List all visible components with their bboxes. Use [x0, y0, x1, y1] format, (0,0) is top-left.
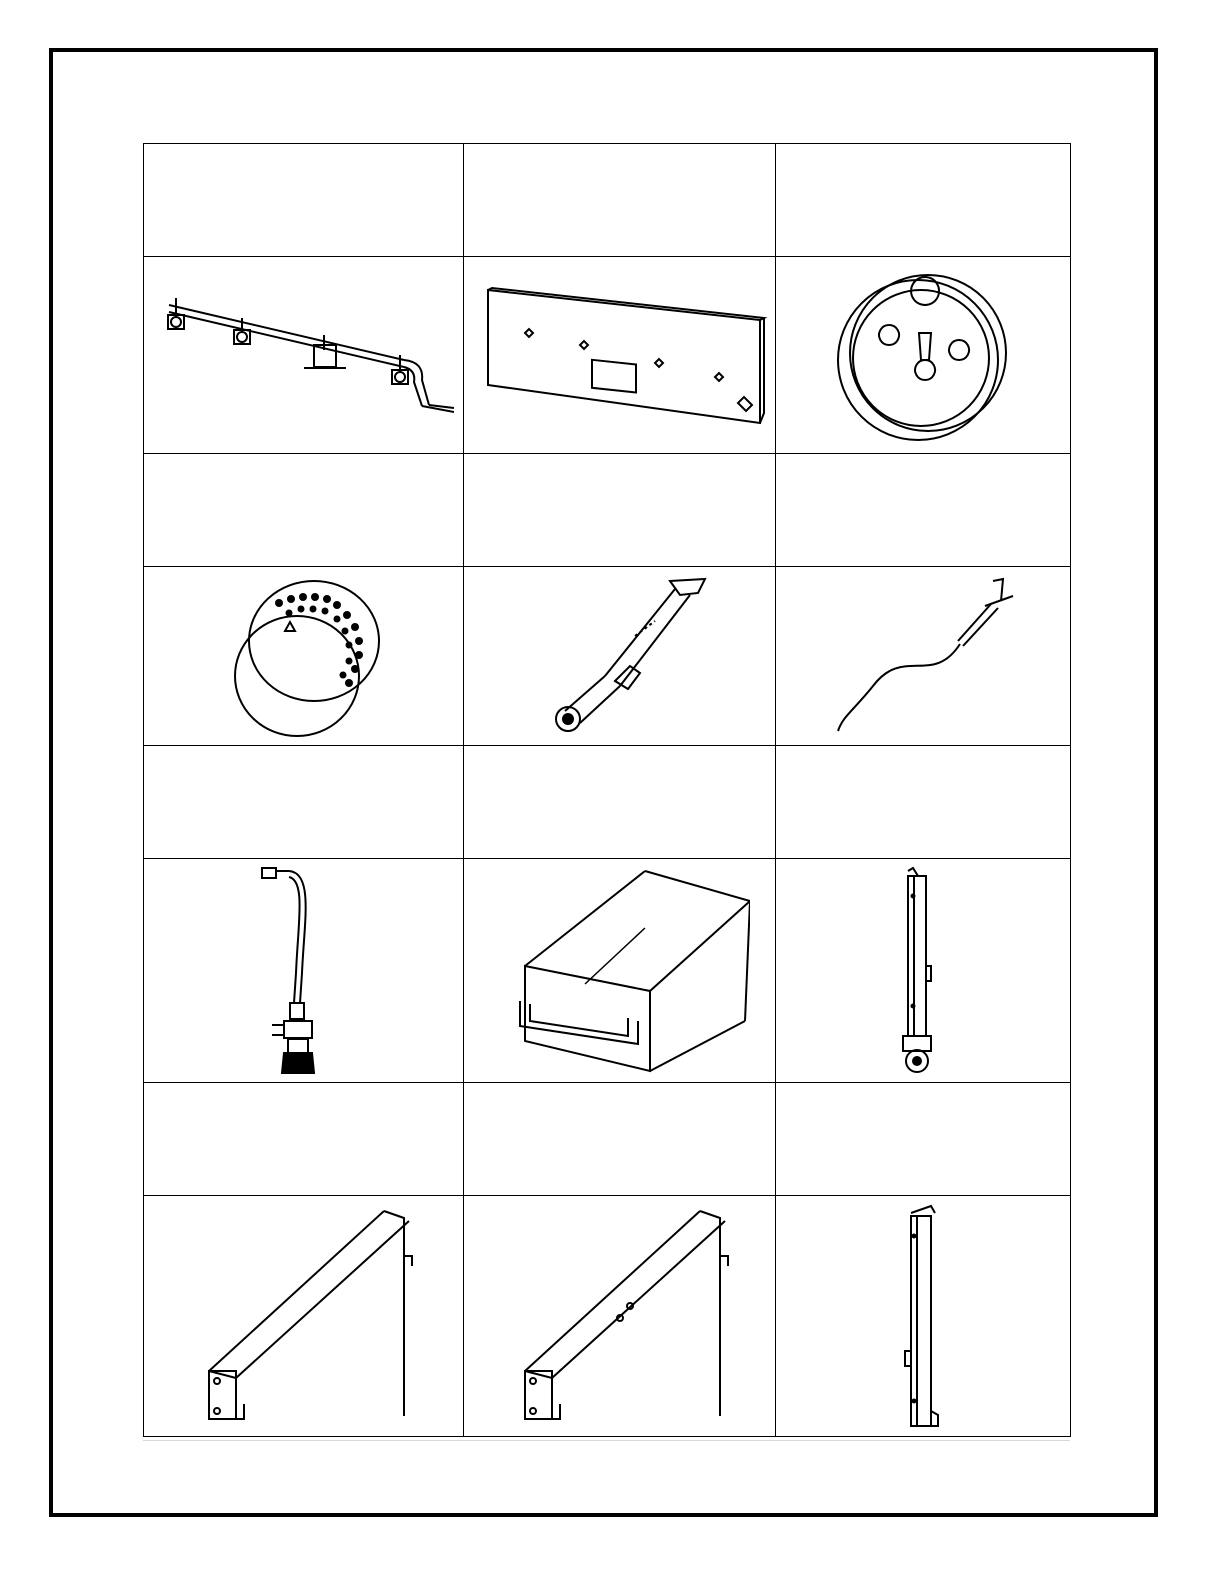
part-cell: [144, 859, 464, 1083]
part-label-cell: [144, 454, 464, 567]
label-row-2: [144, 454, 1071, 567]
gas-manifold-icon: [154, 290, 454, 420]
label-row-3: [144, 746, 1071, 859]
part-cell: [776, 859, 1071, 1083]
front-crossbar-icon: [194, 1206, 414, 1426]
part-label-cell: [776, 1083, 1071, 1196]
parts-list-table: [143, 143, 1071, 1437]
part-label-cell: [464, 1083, 776, 1196]
part-cell: [144, 257, 464, 454]
grease-drawer-icon: [490, 866, 750, 1076]
part-label-cell: [776, 454, 1071, 567]
part-label-cell: [776, 746, 1071, 859]
igniter-electrode-icon: [813, 576, 1033, 736]
part-cell: [776, 1196, 1071, 1437]
image-row-4: [144, 1196, 1071, 1437]
part-label-cell: [464, 144, 776, 257]
image-row-1: [144, 257, 1071, 454]
knob-bezel-icon: [833, 265, 1013, 445]
part-label-cell: [144, 746, 464, 859]
label-row-1: [144, 144, 1071, 257]
part-cell: [464, 859, 776, 1083]
caster-leg-icon: [883, 866, 963, 1076]
part-cell: [776, 567, 1071, 746]
control-knob-icon: [219, 571, 389, 741]
rear-crossbar-icon: [510, 1206, 730, 1426]
part-label-cell: [144, 144, 464, 257]
gas-hose-regulator-icon: [254, 863, 354, 1078]
label-row-4: [144, 1083, 1071, 1196]
control-panel-icon: [470, 285, 770, 425]
part-cell: [776, 257, 1071, 454]
part-cell: [464, 567, 776, 746]
tube-burner-icon: [520, 571, 720, 741]
part-cell: [464, 1196, 776, 1437]
part-cell: [144, 567, 464, 746]
footer-rule: [143, 1440, 1070, 1441]
part-label-cell: [776, 144, 1071, 257]
part-label-cell: [464, 454, 776, 567]
cart-leg-icon: [883, 1201, 963, 1431]
part-cell: [464, 257, 776, 454]
part-label-cell: [144, 1083, 464, 1196]
image-row-3: [144, 859, 1071, 1083]
part-cell: [144, 1196, 464, 1437]
image-row-2: [144, 567, 1071, 746]
part-label-cell: [464, 746, 776, 859]
